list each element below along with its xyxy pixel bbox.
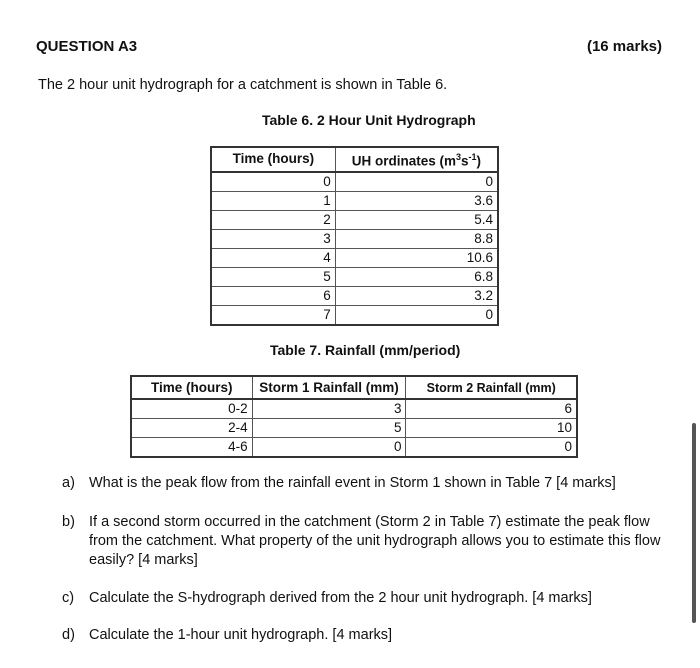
question-marks: (16 marks) xyxy=(586,38,662,55)
table-row: 4 10.6 xyxy=(211,248,498,267)
table-row: 6 3.2 xyxy=(211,286,498,305)
table7-caption: Table 7. Rainfall (mm/period) xyxy=(270,342,461,358)
question-text: If a second storm occurred in the catchment (Storm 2 in Table 7) estimate the peak flow from the catchment. What property of the unit hydrograph allows you to estimate this flow easily? [4 marks] xyxy=(89,514,661,568)
question-b xyxy=(62,513,682,570)
table-row: 1 3.6 xyxy=(211,191,498,210)
table-row: 2 5.4 xyxy=(211,210,498,229)
question-text: Calculate the S-hydrograph derived from the 2 hour unit hydrograph. [4 marks] xyxy=(89,590,592,606)
intro-text: The 2 hour unit hydrograph for a catchment is shown in Table 6. xyxy=(38,77,448,93)
question-d xyxy=(62,626,682,645)
question-text: What is the peak flow from the rainfall event in Storm 1 shown in Table 7 [4 marks] xyxy=(89,475,616,491)
table7-header-storm2: Storm 2 Rainfall (mm) xyxy=(406,376,577,399)
table-row: 5 6.8 xyxy=(211,267,498,286)
table-row: 0 0 xyxy=(211,172,498,192)
table7-header-storm1: Storm 1 Rainfall (mm) xyxy=(252,376,406,399)
table-row: 4-6 0 0 xyxy=(131,438,577,458)
table-row: 0-2 3 6 xyxy=(131,399,577,419)
question-c xyxy=(62,589,682,608)
question-label: b) xyxy=(62,514,75,530)
table-row: 2-4 5 10 xyxy=(131,419,577,438)
table-row: 7 0 xyxy=(211,305,498,325)
table6-unit-hydrograph xyxy=(210,146,499,326)
question-label: a) xyxy=(62,475,75,491)
table6-caption: Table 6. 2 Hour Unit Hydrograph xyxy=(262,112,476,128)
question-label: d) xyxy=(62,627,75,643)
table7-rainfall xyxy=(130,375,578,458)
question-title: QUESTION A3 xyxy=(36,38,138,55)
table6-header-time: Time (hours) xyxy=(211,147,335,172)
question-text: Calculate the 1-hour unit hydrograph. [4 marks] xyxy=(89,627,393,643)
question-a xyxy=(62,474,682,493)
question-label: c) xyxy=(62,590,75,606)
table6-header-uh: UH ordinates $(m^3s^{-1})$ xyxy=(335,147,498,172)
table7-header-time: Time (hours) xyxy=(131,376,252,399)
vertical-scrollbar[interactable] xyxy=(692,423,696,623)
table-row: 3 8.8 xyxy=(211,229,498,248)
